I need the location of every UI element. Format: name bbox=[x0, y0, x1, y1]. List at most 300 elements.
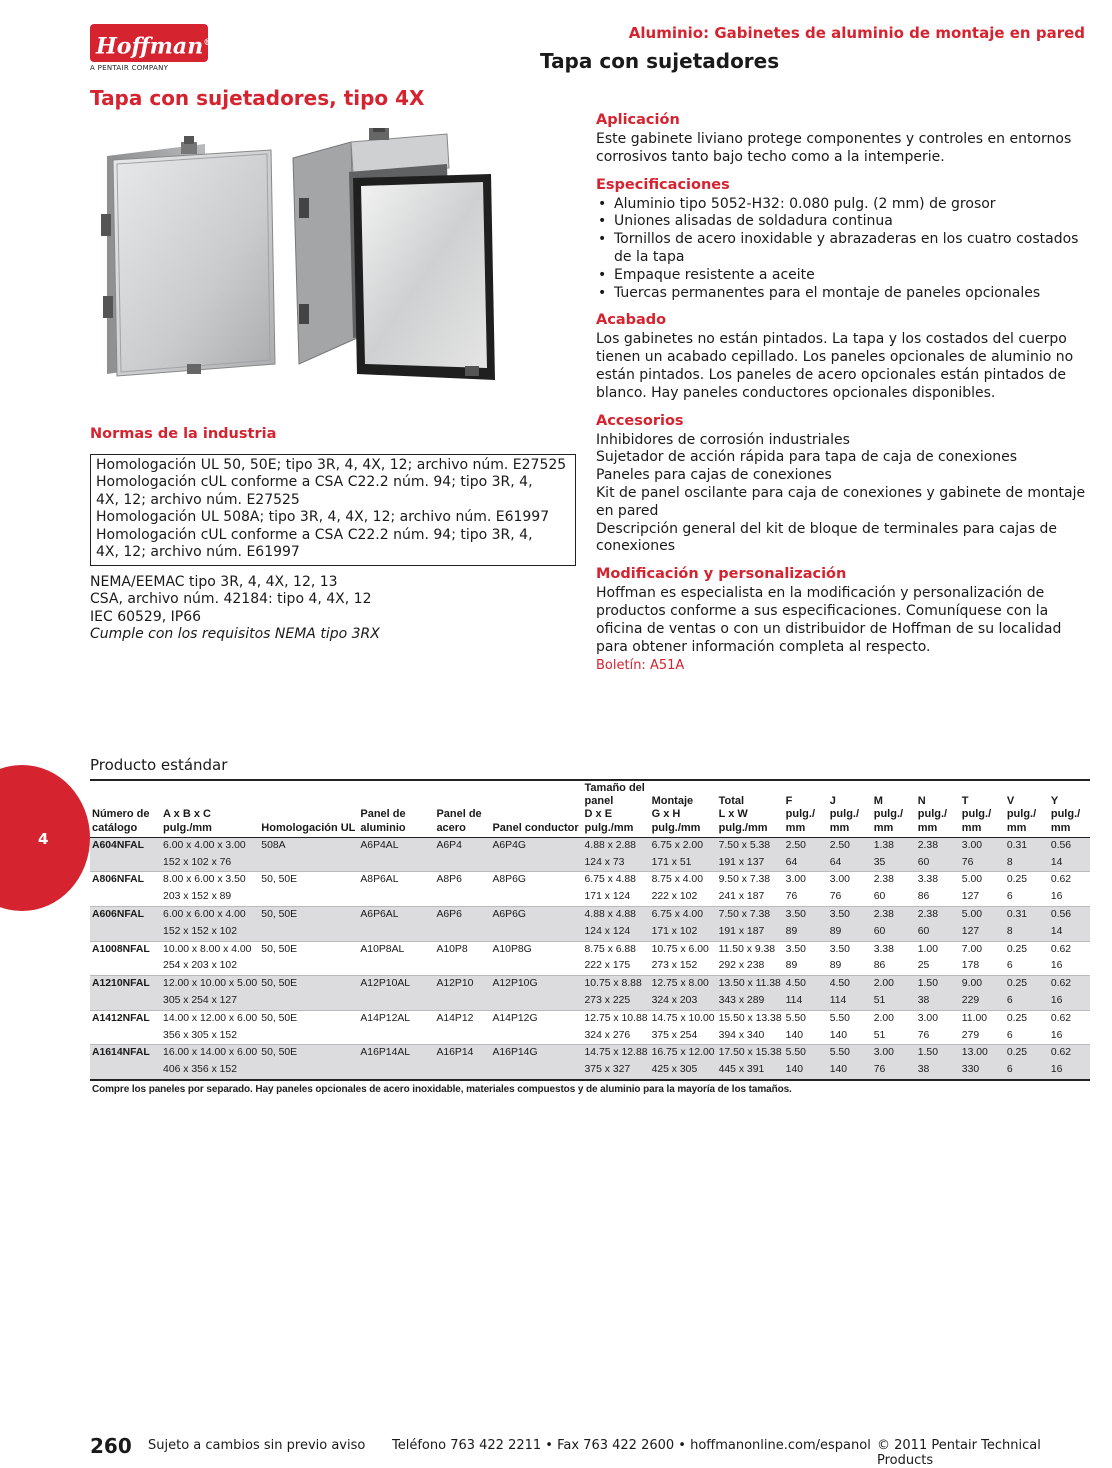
cell-j-mm: 114 bbox=[828, 993, 872, 1010]
cell-f-in: 3.50 bbox=[784, 941, 828, 958]
header-line: J bbox=[829, 795, 836, 808]
header-line: F bbox=[785, 795, 793, 808]
cell-j-mm: 89 bbox=[828, 924, 872, 941]
empty-cell bbox=[490, 1028, 582, 1045]
cell-v-in: 0.31 bbox=[1005, 907, 1049, 924]
cell-de-in: 4.88 x 2.88 bbox=[583, 837, 650, 854]
cell-j-in: 3.50 bbox=[828, 907, 872, 924]
cell-n-mm: 60 bbox=[916, 855, 960, 872]
cell-n-in: 1.50 bbox=[916, 1045, 960, 1062]
table-header-cell bbox=[583, 780, 650, 837]
cell-m-mm: 51 bbox=[873, 1029, 886, 1041]
catalog-number: A1210NFAL bbox=[90, 976, 161, 993]
cell-ul: 50, 50E bbox=[259, 1010, 358, 1027]
header-line: pulg./mm bbox=[584, 821, 634, 834]
normas-line: Homologación cUL conforme a CSA C22.2 núm. 94; tipo 3R, 4, bbox=[96, 474, 533, 491]
cell-de-in: 6.75 x 4.88 bbox=[583, 872, 650, 889]
cell-ac: A8P6 bbox=[434, 872, 490, 889]
empty-cell bbox=[490, 1062, 582, 1080]
cell-f-in: 3.50 bbox=[784, 907, 828, 924]
especificaciones-list bbox=[596, 196, 1088, 303]
empty-cell bbox=[90, 855, 161, 872]
section-acabado bbox=[596, 312, 1088, 402]
cell-m-mm: 35 bbox=[872, 855, 916, 872]
table-header-cell bbox=[916, 780, 960, 837]
cell-m-in: 1.38 bbox=[872, 837, 916, 854]
cell-cond: A6P4G bbox=[490, 837, 582, 854]
table-header-cell bbox=[434, 780, 490, 837]
cell-y-mm: 16 bbox=[1050, 960, 1063, 972]
cell-y-in: 0.62 bbox=[1049, 872, 1090, 889]
cell-de-in: 10.75 x 8.88 bbox=[583, 976, 650, 993]
cell-y-mm: 14 bbox=[1049, 855, 1090, 872]
modificacion-title: Modificación y personalización bbox=[596, 566, 847, 583]
cell-de-mm: 222 x 175 bbox=[584, 960, 631, 972]
cell-v-mm: 8 bbox=[1005, 855, 1049, 872]
cell-gh-in: 10.75 x 6.00 bbox=[650, 941, 717, 958]
hoffman-logo bbox=[90, 24, 213, 76]
header-line: G x H bbox=[651, 808, 681, 821]
cell-n-mm: 76 bbox=[917, 1029, 930, 1041]
cell-n-mm: 38 bbox=[916, 993, 960, 1010]
cell-abc-in: 14.00 x 12.00 x 6.00 bbox=[161, 1010, 259, 1027]
header-line: pulg./mm bbox=[651, 821, 701, 834]
cell-y-mm: 16 bbox=[1049, 1062, 1090, 1080]
cell-t-mm: 178 bbox=[961, 960, 980, 972]
header-line: mm bbox=[829, 821, 850, 834]
accesorios-list bbox=[596, 432, 1088, 557]
cell-gh-in: 6.75 x 2.00 bbox=[650, 837, 717, 854]
accessory-item: Inhibidores de corrosión industriales bbox=[596, 431, 850, 448]
cell-ul: 50, 50E bbox=[259, 907, 358, 924]
footer-contact: Teléfono 763 422 2211 • Fax 763 422 2600 • hoffmanonline.com/espanol bbox=[392, 1438, 871, 1453]
cell-y-in: 0.62 bbox=[1049, 1045, 1090, 1062]
spec-item: • Tuercas permanentes para el montaje de paneles opcionales bbox=[596, 285, 1088, 303]
header-line: T bbox=[961, 795, 969, 808]
cell-v-in: 0.25 bbox=[1005, 1045, 1049, 1062]
table-row bbox=[90, 1010, 1090, 1027]
accessory-item: Descripción general del kit de bloque de terminales para cajas de conexiones bbox=[596, 520, 1057, 555]
normas-line: Homologación cUL conforme a CSA C22.2 núm. 94; tipo 3R, 4, bbox=[96, 526, 533, 543]
cell-n-in: 2.38 bbox=[916, 837, 960, 854]
cell-m-mm: 51 bbox=[872, 993, 916, 1010]
empty-cell bbox=[490, 924, 582, 941]
cell-lw-in: 7.50 x 5.38 bbox=[717, 837, 784, 854]
cell-abc-in: 16.00 x 14.00 x 6.00 bbox=[161, 1045, 259, 1062]
cell-y-in: 0.62 bbox=[1049, 1010, 1090, 1027]
header-line: Homologación UL bbox=[261, 821, 356, 834]
cell-abc-in: 6.00 x 4.00 x 3.00 bbox=[161, 837, 259, 854]
table-row bbox=[90, 941, 1090, 958]
cell-f-mm: 114 bbox=[784, 993, 828, 1010]
header-line: aluminio bbox=[360, 821, 406, 834]
empty-cell bbox=[259, 889, 358, 906]
cell-j-mm: 76 bbox=[829, 891, 842, 903]
cell-v-mm: 6 bbox=[1006, 891, 1013, 903]
cell-f-mm: 76 bbox=[785, 891, 798, 903]
header-line: panel bbox=[584, 795, 614, 808]
header-line: pulg./mm bbox=[718, 821, 768, 834]
catalog-number: A1412NFAL bbox=[90, 1010, 161, 1027]
table-label: Producto estándar bbox=[90, 756, 228, 774]
cell-lw-mm: 191 x 187 bbox=[717, 924, 784, 941]
section-modificacion bbox=[596, 566, 1088, 673]
table-header-cell bbox=[828, 780, 872, 837]
cell-f-mm: 140 bbox=[784, 1062, 828, 1080]
table-header-cell bbox=[259, 780, 358, 837]
cell-t-mm: 229 bbox=[960, 993, 1005, 1010]
empty-cell bbox=[490, 993, 582, 1010]
cell-m-in: 3.38 bbox=[872, 941, 916, 958]
header-line: mm bbox=[1050, 821, 1071, 834]
empty-cell bbox=[90, 958, 161, 975]
cell-al: A14P12AL bbox=[358, 1010, 434, 1027]
header-line: mm bbox=[1006, 821, 1027, 834]
header-line: mm bbox=[873, 821, 894, 834]
table-header-cell bbox=[90, 780, 161, 837]
header-line: Panel de bbox=[360, 808, 406, 821]
catalog-number: A604NFAL bbox=[90, 837, 161, 854]
table-header-cell bbox=[1005, 780, 1049, 837]
page-footer bbox=[90, 1434, 1090, 1468]
section-aplicacion bbox=[596, 112, 1088, 167]
cell-de-mm: 375 x 327 bbox=[583, 1062, 650, 1080]
acabado-title: Acabado bbox=[596, 312, 667, 329]
table-row bbox=[90, 872, 1090, 889]
logo-subtitle: A PENTAIR COMPANY bbox=[90, 64, 169, 72]
cell-ul: 50, 50E bbox=[259, 1045, 358, 1062]
accesorios-title: Accesorios bbox=[596, 412, 684, 429]
normas-line: 4X, 12; archivo núm. E27525 bbox=[96, 491, 300, 508]
cell-j-in: 3.00 bbox=[828, 872, 872, 889]
cell-gh-mm: 273 x 152 bbox=[651, 960, 698, 972]
header-line: Tamaño del bbox=[584, 782, 645, 794]
cell-m-mm: 86 bbox=[873, 960, 886, 972]
cell-t-mm: 127 bbox=[960, 924, 1005, 941]
cell-ul: 50, 50E bbox=[259, 941, 358, 958]
cell-lw-in: 9.50 x 7.38 bbox=[717, 872, 784, 889]
cell-de-mm: 124 x 73 bbox=[583, 855, 650, 872]
cell-gh-in: 6.75 x 4.00 bbox=[650, 907, 717, 924]
cell-lw-in: 13.50 x 11.38 bbox=[717, 976, 784, 993]
empty-cell bbox=[259, 1028, 358, 1045]
header-line: pulg./ bbox=[1050, 808, 1081, 821]
spec-item: • Uniones alisadas de soldadura continua bbox=[596, 213, 1088, 231]
cell-lw-in: 11.50 x 9.38 bbox=[717, 941, 784, 958]
header-line: Y bbox=[1050, 795, 1059, 808]
cell-f-in: 2.50 bbox=[784, 837, 828, 854]
cell-j-mm: 64 bbox=[828, 855, 872, 872]
cell-lw-mm: 241 x 187 bbox=[718, 891, 765, 903]
header-line: Número de bbox=[92, 808, 150, 821]
cell-j-in: 2.50 bbox=[828, 837, 872, 854]
cell-t-in: 13.00 bbox=[960, 1045, 1005, 1062]
empty-cell bbox=[358, 993, 434, 1010]
empty-cell bbox=[358, 958, 434, 975]
normas-box bbox=[90, 454, 576, 566]
table-row-metric bbox=[90, 993, 1090, 1010]
cell-t-in: 5.00 bbox=[960, 872, 1005, 889]
cell-j-in: 5.50 bbox=[828, 1045, 872, 1062]
table-header-row bbox=[90, 780, 1090, 837]
cell-lw-mm: 292 x 238 bbox=[718, 960, 765, 972]
header-line: Panel de bbox=[436, 808, 482, 821]
cell-cond: A12P10G bbox=[490, 976, 582, 993]
cell-t-in: 7.00 bbox=[960, 941, 1005, 958]
catalog-number: A1614NFAL bbox=[90, 1045, 161, 1062]
cell-v-mm: 6 bbox=[1005, 1062, 1049, 1080]
cell-f-in: 3.00 bbox=[784, 872, 828, 889]
empty-cell bbox=[90, 889, 161, 906]
cell-n-in: 1.00 bbox=[916, 941, 960, 958]
cell-m-mm: 76 bbox=[872, 1062, 916, 1080]
section-tab-number: 4 bbox=[38, 830, 49, 848]
header-line: mm bbox=[785, 821, 806, 834]
cell-v-mm: 6 bbox=[1006, 960, 1013, 972]
header-line: pulg./mm bbox=[163, 821, 212, 834]
cell-abc-in: 8.00 x 6.00 x 3.50 bbox=[161, 872, 259, 889]
cell-j-in: 4.50 bbox=[828, 976, 872, 993]
header-line: mm bbox=[961, 821, 982, 834]
table-row bbox=[90, 976, 1090, 993]
cell-al: A12P10AL bbox=[358, 976, 434, 993]
product-table bbox=[90, 779, 1090, 1081]
cell-ac: A14P12 bbox=[434, 1010, 490, 1027]
cell-gh-mm: 324 x 203 bbox=[650, 993, 717, 1010]
cell-t-mm: 76 bbox=[960, 855, 1005, 872]
empty-cell bbox=[434, 1062, 490, 1080]
cell-de-mm: 273 x 225 bbox=[583, 993, 650, 1010]
cell-ac: A10P8 bbox=[434, 941, 490, 958]
empty-cell bbox=[434, 924, 490, 941]
especificaciones-title: Especificaciones bbox=[596, 176, 730, 193]
cell-lw-in: 15.50 x 13.38 bbox=[717, 1010, 784, 1027]
cell-ac: A6P6 bbox=[434, 907, 490, 924]
cell-t-in: 5.00 bbox=[960, 907, 1005, 924]
normas-extra bbox=[90, 574, 570, 644]
section-accesorios bbox=[596, 413, 1088, 557]
accessory-item: Paneles para cajas de conexiones bbox=[596, 467, 832, 484]
header-line: A x B x C bbox=[163, 808, 211, 821]
logo-registered: ® bbox=[203, 38, 213, 48]
header-line: pulg./ bbox=[829, 808, 860, 821]
cell-cond: A14P12G bbox=[490, 1010, 582, 1027]
cell-gh-in: 8.75 x 4.00 bbox=[650, 872, 717, 889]
cell-y-mm: 16 bbox=[1050, 891, 1063, 903]
cell-n-in: 3.38 bbox=[916, 872, 960, 889]
cell-f-in: 5.50 bbox=[784, 1045, 828, 1062]
header-line: acero bbox=[436, 821, 466, 834]
cell-ul: 50, 50E bbox=[259, 976, 358, 993]
cell-lw-in: 17.50 x 15.38 bbox=[717, 1045, 784, 1062]
cell-ac: A12P10 bbox=[434, 976, 490, 993]
cell-de-mm: 124 x 124 bbox=[583, 924, 650, 941]
header-line: Total bbox=[718, 795, 745, 808]
cell-abc-mm: 152 x 102 x 76 bbox=[161, 855, 259, 872]
cell-m-mm: 60 bbox=[873, 891, 886, 903]
empty-cell bbox=[434, 855, 490, 872]
cell-ul: 50, 50E bbox=[259, 872, 358, 889]
cell-gh-in: 12.75 x 8.00 bbox=[650, 976, 717, 993]
catalog-number: A606NFAL bbox=[90, 907, 161, 924]
empty-cell bbox=[90, 924, 161, 941]
catalog-number: A806NFAL bbox=[90, 872, 161, 889]
cell-v-in: 0.25 bbox=[1005, 976, 1049, 993]
table-row bbox=[90, 907, 1090, 924]
header-category: Aluminio: Gabinetes de aluminio de montaje en pared bbox=[628, 24, 1085, 42]
section-especificaciones bbox=[596, 177, 1088, 303]
cell-t-in: 9.00 bbox=[960, 976, 1005, 993]
normas-title: Normas de la industria bbox=[90, 426, 277, 442]
aplicacion-title: Aplicación bbox=[596, 112, 680, 128]
normas-extra-line: NEMA/EEMAC tipo 3R, 4, 4X, 12, 13 bbox=[90, 574, 338, 590]
header-line: M bbox=[873, 795, 883, 808]
cell-gh-mm: 222 x 102 bbox=[651, 891, 698, 903]
header-line: Panel conductor bbox=[492, 821, 579, 834]
table-row-metric bbox=[90, 958, 1090, 975]
normas-extra-line: CSA, archivo núm. 42184: tipo 4, 4X, 12 bbox=[90, 591, 372, 608]
cell-t-mm: 127 bbox=[961, 891, 980, 903]
table-header-cell bbox=[960, 780, 1005, 837]
header-line: pulg./ bbox=[873, 808, 904, 821]
cell-al: A8P6AL bbox=[358, 872, 434, 889]
cell-abc-in: 12.00 x 10.00 x 5.00 bbox=[161, 976, 259, 993]
bulletin-link[interactable]: Boletín: A51A bbox=[596, 658, 685, 674]
right-column bbox=[596, 112, 1088, 683]
cell-gh-in: 16.75 x 12.00 bbox=[650, 1045, 717, 1062]
spec-item: • Aluminio tipo 5052-H32: 0.080 pulg. (2 mm) de grosor bbox=[596, 196, 1088, 214]
cell-y-in: 0.62 bbox=[1049, 941, 1090, 958]
cell-m-mm: 60 bbox=[872, 924, 916, 941]
cell-n-in: 3.00 bbox=[916, 1010, 960, 1027]
table-header-cell bbox=[358, 780, 434, 837]
cell-j-mm: 140 bbox=[828, 1062, 872, 1080]
empty-cell bbox=[259, 924, 358, 941]
cell-n-mm: 86 bbox=[917, 891, 930, 903]
empty-cell bbox=[490, 889, 582, 906]
cell-v-in: 0.25 bbox=[1005, 872, 1049, 889]
closed-enclosure-image bbox=[101, 136, 275, 376]
cell-f-in: 5.50 bbox=[784, 1010, 828, 1027]
cell-y-mm: 16 bbox=[1049, 993, 1090, 1010]
empty-cell bbox=[358, 1062, 434, 1080]
cell-cond: A6P6G bbox=[490, 907, 582, 924]
cell-de-mm: 324 x 276 bbox=[584, 1029, 631, 1041]
acabado-text: Los gabinetes no están pintados. La tapa y los costados del cuerpo tienen un acabado cepillado. Los paneles opcionales de aluminio no están pintados. Los paneles de acero opcionales están pintados de blanco. Hay paneles conductores opcionales disponibles. bbox=[596, 331, 1074, 401]
cell-lw-mm: 394 x 340 bbox=[718, 1029, 765, 1041]
cell-gh-mm: 171 x 102 bbox=[650, 924, 717, 941]
modificacion-text: Hoffman es especialista en la modificación y personalización de productos conforme a sus especificaciones. Comuníquese con la oficina de ventas o con un distribuidor de Hoffman de su localidad para obtener información completa al respecto. bbox=[596, 585, 1062, 655]
cell-al: A6P4AL bbox=[358, 837, 434, 854]
cell-f-mm: 140 bbox=[785, 1029, 804, 1041]
table-header-cell bbox=[1049, 780, 1090, 837]
cell-m-in: 2.00 bbox=[872, 1010, 916, 1027]
empty-cell bbox=[434, 958, 490, 975]
cell-n-in: 2.38 bbox=[916, 907, 960, 924]
cell-v-in: 0.25 bbox=[1005, 1010, 1049, 1027]
cell-n-mm: 25 bbox=[917, 960, 930, 972]
cell-de-in: 12.75 x 10.88 bbox=[583, 1010, 650, 1027]
empty-cell bbox=[259, 1062, 358, 1080]
cell-abc-mm: 356 x 305 x 152 bbox=[163, 1029, 237, 1041]
cell-cond: A8P6G bbox=[490, 872, 582, 889]
table-row-metric bbox=[90, 1028, 1090, 1045]
table-row-metric bbox=[90, 889, 1090, 906]
table-row-metric bbox=[90, 855, 1090, 872]
cell-j-mm: 140 bbox=[829, 1029, 848, 1041]
cell-lw-mm: 191 x 137 bbox=[717, 855, 784, 872]
cell-y-mm: 16 bbox=[1050, 1029, 1063, 1041]
empty-cell bbox=[434, 889, 490, 906]
enclosure-photos bbox=[95, 128, 515, 388]
normas-line: Homologación UL 50, 50E; tipo 3R, 4, 4X, 12; archivo núm. E27525 bbox=[96, 457, 567, 473]
accessory-item: Sujetador de acción rápida para tapa de caja de conexiones bbox=[596, 449, 1018, 466]
cell-n-in: 1.50 bbox=[916, 976, 960, 993]
table-header-cell bbox=[650, 780, 717, 837]
empty-cell bbox=[90, 1062, 161, 1080]
cell-lw-mm: 343 x 289 bbox=[717, 993, 784, 1010]
product-title: Tapa con sujetadores, tipo 4X bbox=[90, 86, 425, 110]
empty-cell bbox=[358, 855, 434, 872]
aplicacion-text: Este gabinete liviano protege componentes y controles en entornos corrosivos tanto bajo techo como a la intemperie. bbox=[596, 131, 1072, 165]
normas-extra-line: IEC 60529, IP66 bbox=[90, 608, 202, 625]
empty-cell bbox=[434, 993, 490, 1010]
cell-j-in: 5.50 bbox=[828, 1010, 872, 1027]
cell-lw-in: 7.50 x 7.38 bbox=[717, 907, 784, 924]
cell-f-mm: 89 bbox=[784, 924, 828, 941]
cell-abc-in: 6.00 x 6.00 x 4.00 bbox=[161, 907, 259, 924]
cell-gh-in: 14.75 x 10.00 bbox=[650, 1010, 717, 1027]
empty-cell bbox=[358, 924, 434, 941]
header-line: D x E bbox=[584, 808, 613, 821]
cell-de-in: 4.88 x 4.88 bbox=[583, 907, 650, 924]
cell-j-in: 3.50 bbox=[828, 941, 872, 958]
header-line: L x W bbox=[718, 808, 748, 821]
header-line: catálogo bbox=[92, 821, 138, 834]
normas-line: 4X, 12; archivo núm. E61997 bbox=[96, 544, 300, 561]
empty-cell bbox=[90, 993, 161, 1010]
header-line: mm bbox=[917, 821, 938, 834]
header-line: N bbox=[917, 795, 926, 808]
cell-m-in: 2.00 bbox=[872, 976, 916, 993]
cell-n-mm: 60 bbox=[916, 924, 960, 941]
cell-cond: A10P8G bbox=[490, 941, 582, 958]
accessory-item: Kit de panel oscilante para caja de conexiones y gabinete de montaje en pared bbox=[596, 484, 1086, 519]
table-header-cell bbox=[490, 780, 582, 837]
cell-ul: 508A bbox=[259, 837, 358, 854]
cell-de-in: 8.75 x 6.88 bbox=[583, 941, 650, 958]
cell-m-in: 2.38 bbox=[872, 907, 916, 924]
table-footnote: Compre los paneles por separado. Hay paneles opcionales de acero inoxidable, materiales compuestos y de aluminio para la mayoría de los tamaños. bbox=[92, 1084, 792, 1095]
cell-cond: A16P14G bbox=[490, 1045, 582, 1062]
header-line: pulg./ bbox=[1006, 808, 1037, 821]
cell-gh-mm: 425 x 305 bbox=[650, 1062, 717, 1080]
spec-item: • Tornillos de acero inoxidable y abrazaderas en los cuatro costados de la tapa bbox=[596, 231, 1088, 267]
table-header-cell bbox=[161, 780, 259, 837]
cell-de-in: 14.75 x 12.88 bbox=[583, 1045, 650, 1062]
empty-cell bbox=[358, 1028, 434, 1045]
empty-cell bbox=[434, 1028, 490, 1045]
cell-f-mm: 89 bbox=[785, 960, 798, 972]
cell-abc-in: 10.00 x 8.00 x 4.00 bbox=[161, 941, 259, 958]
cell-t-mm: 330 bbox=[960, 1062, 1005, 1080]
footer-notice: Sujeto a cambios sin previo aviso bbox=[148, 1438, 366, 1453]
table-header-cell bbox=[717, 780, 784, 837]
empty-cell bbox=[490, 958, 582, 975]
cell-f-mm: 64 bbox=[784, 855, 828, 872]
cell-y-in: 0.56 bbox=[1049, 837, 1090, 854]
cell-gh-mm: 171 x 51 bbox=[650, 855, 717, 872]
